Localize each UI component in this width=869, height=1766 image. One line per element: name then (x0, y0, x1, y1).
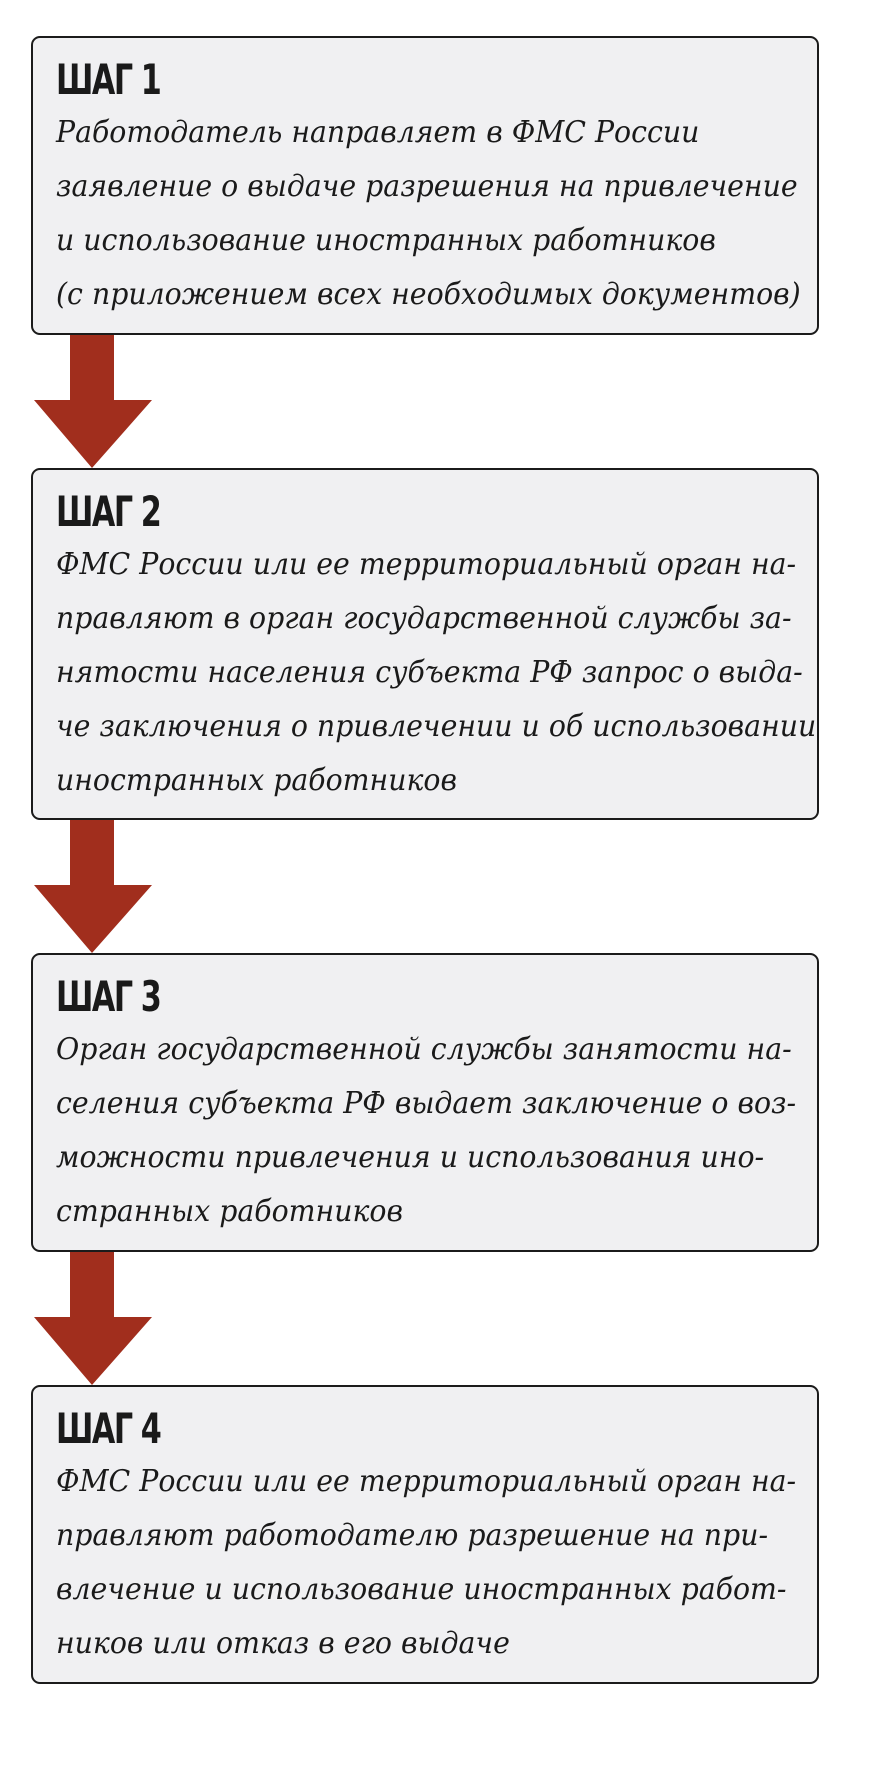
down-arrow-icon (34, 820, 152, 953)
step-2-title: ШАГ 2 (56, 487, 161, 536)
down-arrow-icon (34, 1252, 152, 1385)
step-3-text (56, 1023, 795, 1239)
step-2-line: правляют в орган государственной службы за- (56, 601, 792, 636)
step-1-box (31, 36, 819, 335)
down-arrow-icon (34, 335, 152, 468)
step-4-text (56, 1455, 795, 1671)
step-3-line: Орган государственной службы занятости на- (56, 1032, 792, 1067)
step-4-line: влечение и использование иностранных работ- (56, 1572, 787, 1607)
step-3-line: можности привлечения и использования ино- (56, 1140, 765, 1175)
step-1-line: (с приложением всех необходимых документов) (56, 277, 801, 312)
step-2-box (31, 468, 819, 820)
step-2-line: че заключения о привлечении и об использовании (56, 709, 817, 744)
step-4-title: ШАГ 4 (56, 1404, 161, 1453)
step-2-line: ФМС России или ее территориальный орган на- (56, 547, 797, 582)
step-2-line: нятости населения субъекта РФ запрос о выда- (56, 655, 803, 690)
step-3-title: ШАГ 3 (56, 972, 161, 1021)
step-4-line: правляют работодателю разрешение на при- (56, 1518, 769, 1553)
step-4-line: ФМС России или ее территориальный орган на- (56, 1464, 797, 1499)
step-3-box (31, 953, 819, 1252)
step-1-line: и использование иностранных работников (56, 223, 716, 258)
step-4-line: ников или отказ в его выдаче (56, 1626, 510, 1661)
step-1-title: ШАГ 1 (56, 55, 161, 104)
step-3-line: странных работников (56, 1194, 403, 1229)
step-2-text (56, 538, 817, 808)
step-3-line: селения субъекта РФ выдает заключение о воз- (56, 1086, 797, 1121)
step-1-line: Работодатель направляет в ФМС России (56, 115, 700, 150)
step-1-line: заявление о выдаче разрешения на привлечение (56, 169, 798, 204)
step-4-box (31, 1385, 819, 1684)
step-1-text (56, 106, 801, 322)
step-2-line: иностранных работников (56, 763, 457, 798)
